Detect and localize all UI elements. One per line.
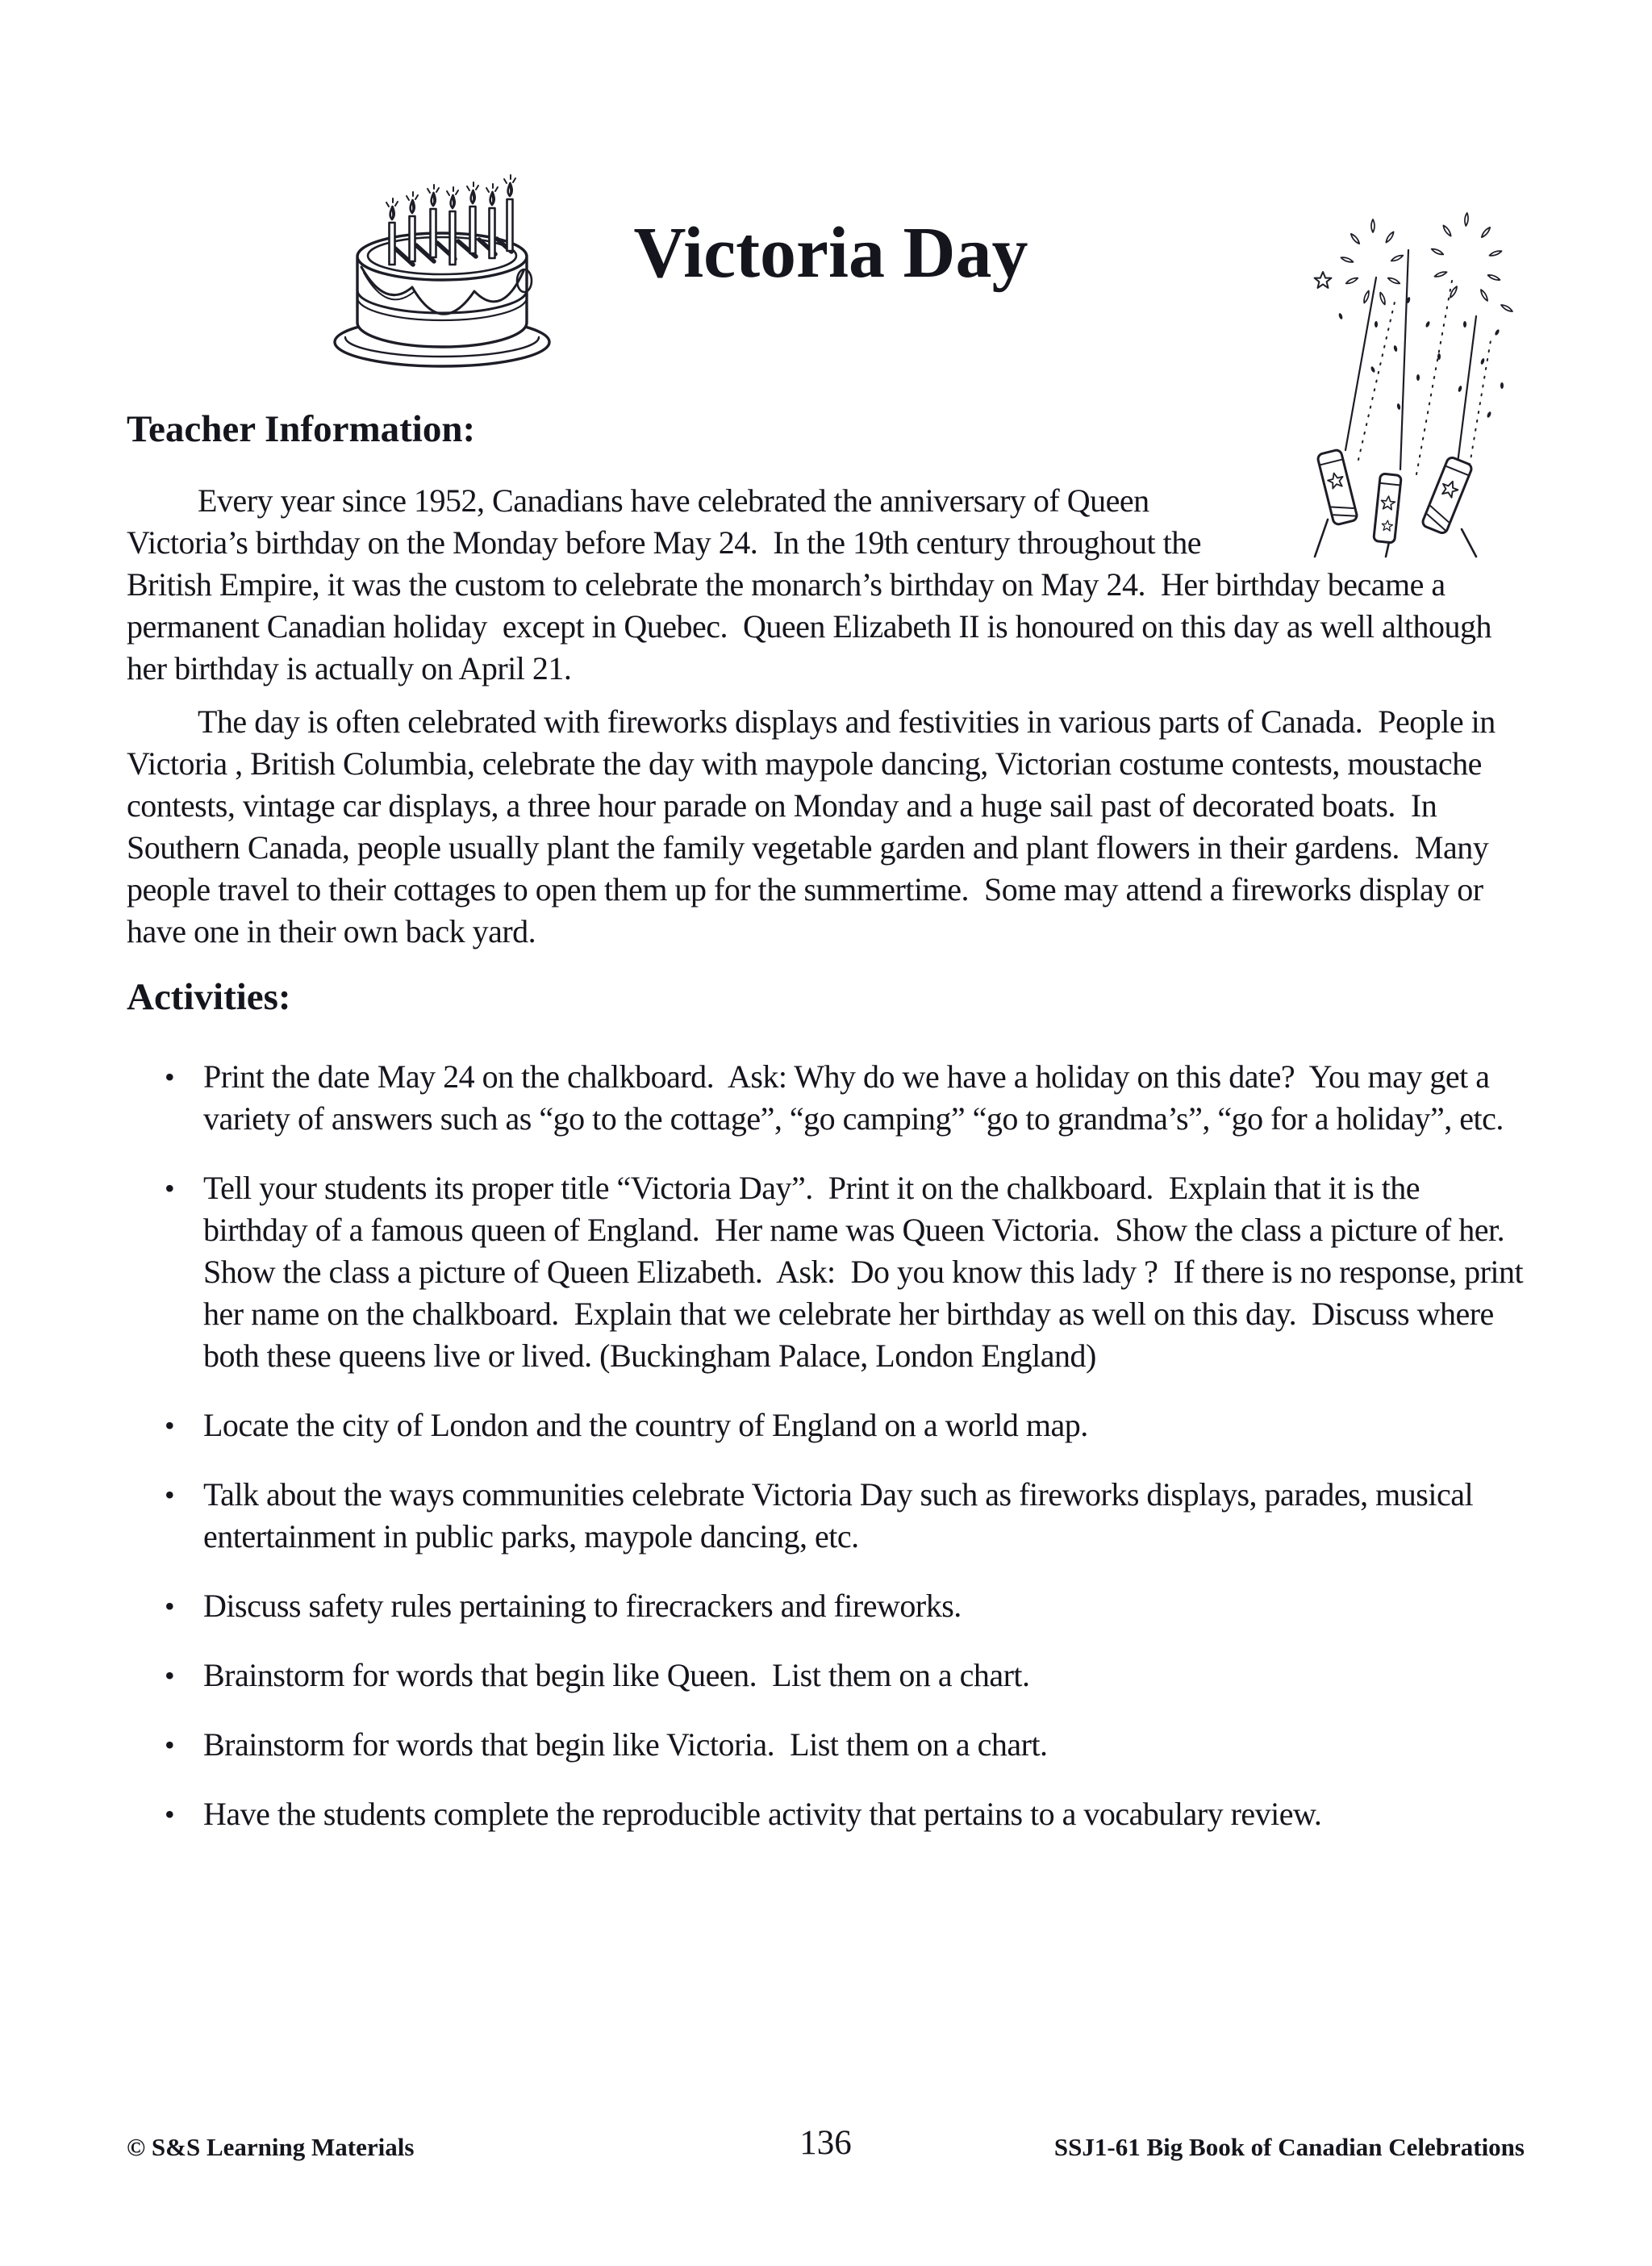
teacher-info-paragraph-2: The day is often celebrated with fireworks displays and festivities in various parts of Canada. People in Victoria , British Columbia, celebrate the day with maypole dancing, Victorian costume contests, moustache contests, vintage car displays, a three hour parade on Monday and a huge sail past of decorated boats. In Southern Canada, people usually plant the family vegetable garden and plant flowers in their gardens. Many people travel to their cottages to open them up for the summertime. Some may attend a fireworks display or have one in their own back yard. [127, 703, 1503, 950]
page-number: 136 [799, 2124, 852, 2162]
footer-copyright: © S&S Learning Materials [127, 2133, 415, 2161]
activity-item-1: • Print the date May 24 on the chalkboard. Ask: Why do we have a holiday on this date? You may get a variety of answers such as “go to the cottage”, “go camping” “go to grandma’s”, “go for a holiday”, etc. [203, 1056, 1525, 1140]
footer-book-code: SSJ1-61 Big Book of Canadian Celebrations [1053, 2133, 1525, 2161]
page-footer [127, 2123, 1525, 2180]
page-title: Victoria Day [633, 213, 1028, 293]
activity-item-3: • Locate the city of London and the country of England on a world map. [203, 1404, 1525, 1446]
teacher-info-paragraph-1: Every year since 1952, Canadians have celebrated the anniversary of Queen Victoria’s birthday on the Monday before May 24. In the 19th century throughout the British Empire, it was the custom to celebrate the monarch’s birthday on May 24. Her birthday became a permanent Canadian holiday except in Quebec. Queen Elizabeth II is honoured on this day as well although her birthday is actually on April 21. [127, 482, 1500, 687]
activity-item-4: • Talk about the ways communities celebrate Victoria Day such as fireworks displays, parades, musical entertainment in public parks, maypole dancing, etc. [203, 1474, 1525, 1558]
activity-item-7: • Brainstorm for words that begin like Victoria. List them on a chart. [203, 1724, 1525, 1766]
teacher-information-heading: Teacher Information: [127, 408, 476, 450]
fireworks-illustration [1258, 407, 1525, 551]
activity-item-8: • Have the students complete the reproducible activity that pertains to a vocabulary review. [203, 1793, 1525, 1835]
activities-heading: Activities: [127, 976, 291, 1019]
activity-item-2: • Tell your students its proper title “Victoria Day”. Print it on the chalkboard. Explain that it is the birthday of a famous queen of England. Her name was Queen Victoria. Show the class a picture of her. Show the class a picture of Queen Elizabeth. Ask: Do you know this lady ? If there is no response, print her name on the chalkboard. Explain that we celebrate her birthday as well on this day. Discuss where both these queens live or lived. (Buckingham Palace, London England) [203, 1167, 1525, 1377]
activities-list [127, 1056, 1531, 1835]
activity-item-5: • Discuss safety rules pertaining to firecrackers and fireworks. [203, 1585, 1525, 1627]
activity-item-6: • Brainstorm for words that begin like Queen. List them on a chart. [203, 1655, 1525, 1696]
firecrackers-icon [1299, 203, 1525, 558]
